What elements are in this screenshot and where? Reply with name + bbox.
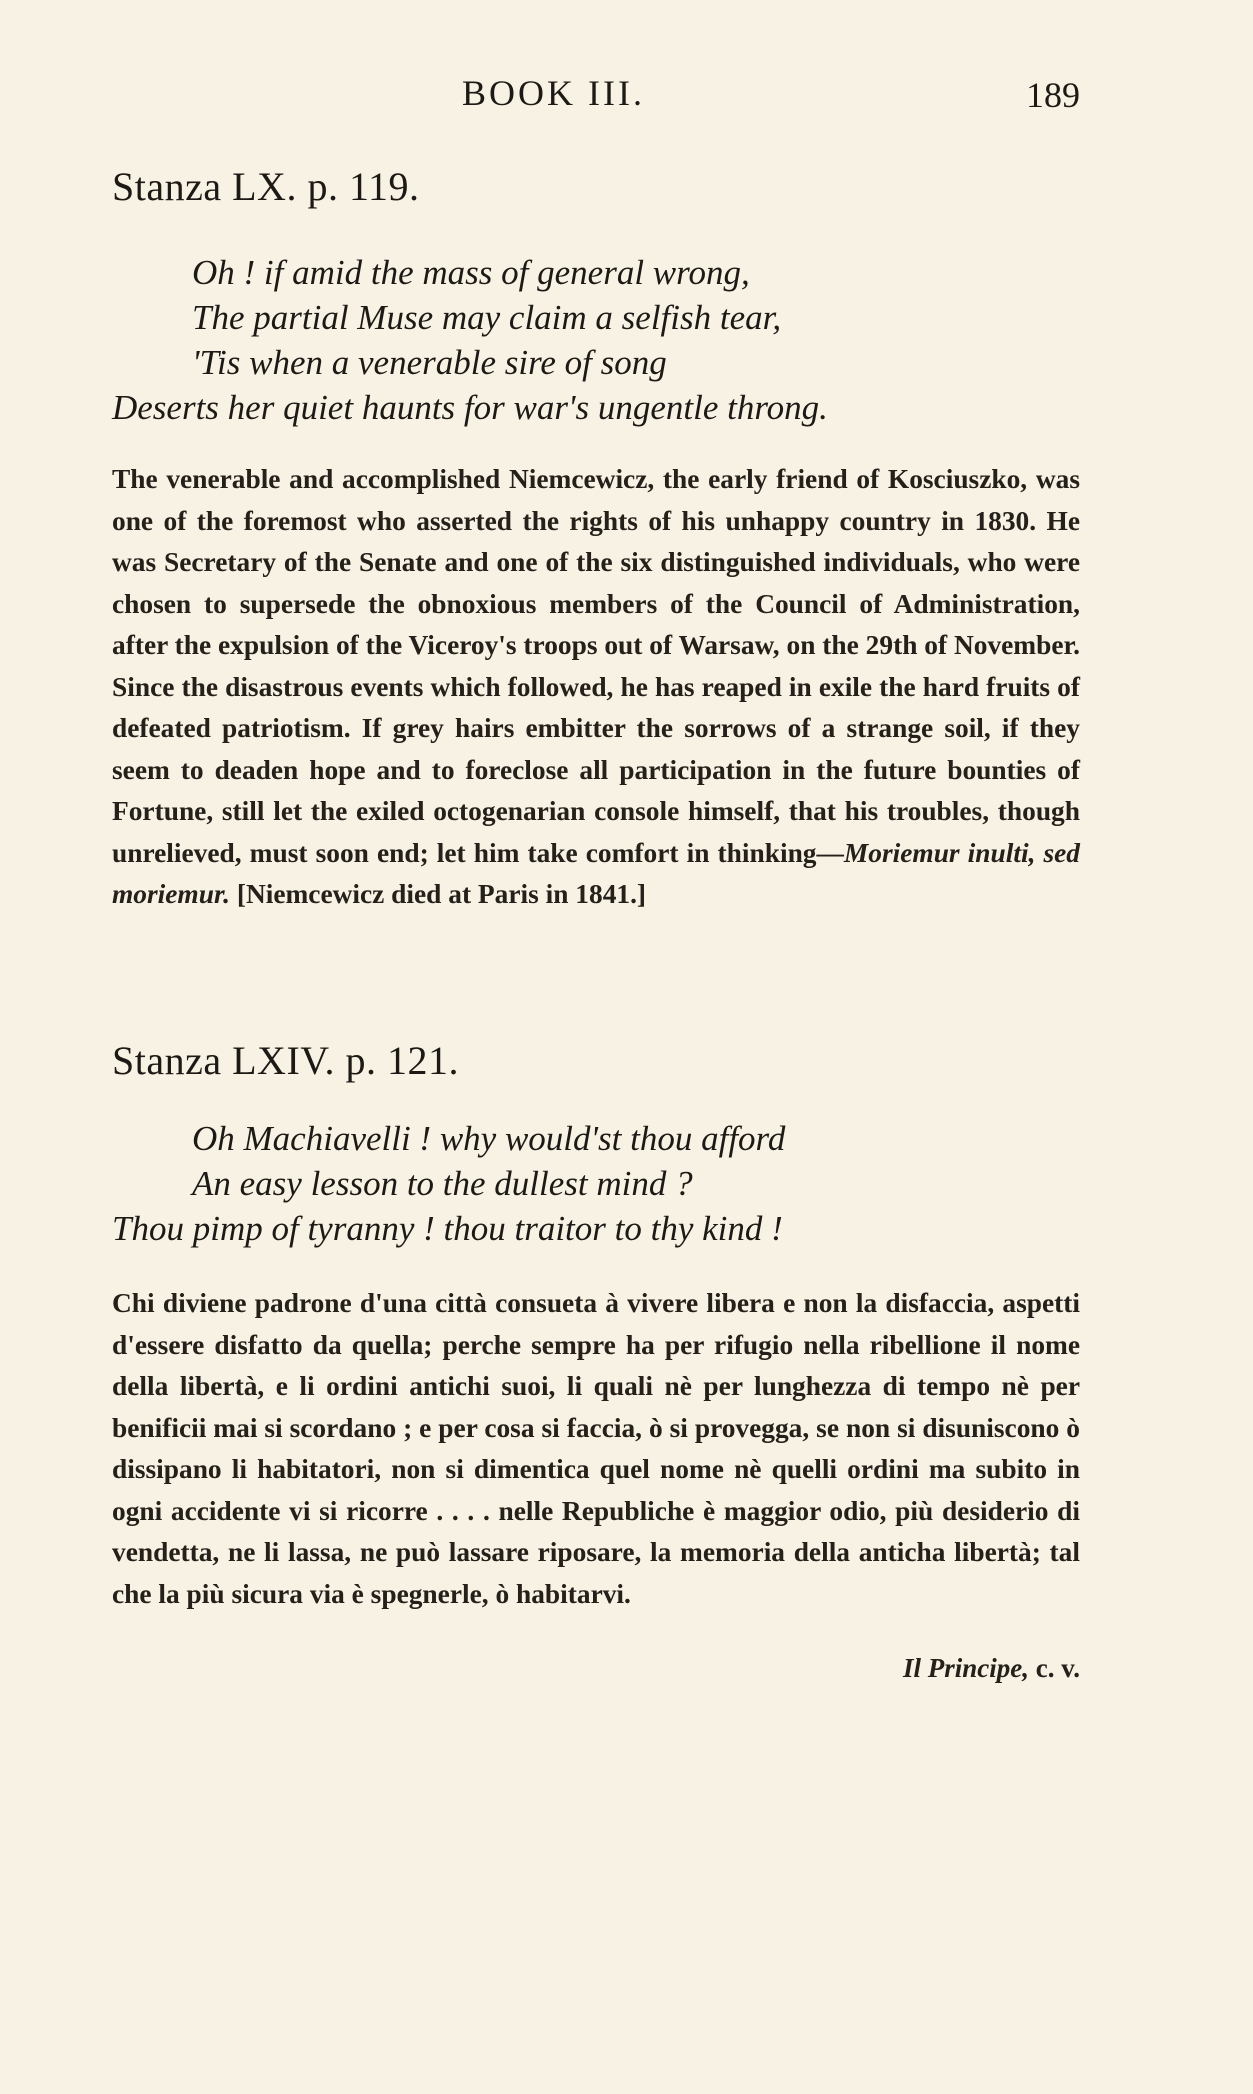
citation-chapter: c. v. bbox=[1029, 1653, 1080, 1683]
verse-line: Oh ! if amid the mass of general wrong, bbox=[192, 253, 750, 292]
editorial-note: [Niemcewicz died at Paris in 1841.] bbox=[229, 879, 647, 909]
running-head bbox=[0, 72, 1080, 132]
citation bbox=[903, 1653, 1080, 1684]
quotation-machiavelli bbox=[112, 1283, 1080, 1615]
latin-quotation: Moriemur inulti, sed moriemur. bbox=[112, 837, 1081, 909]
citation-title: Il Principe, bbox=[903, 1653, 1029, 1683]
verse-line: Deserts her quiet haunts for war's ungentle throng. bbox=[112, 388, 828, 427]
verse-stanza-lx bbox=[112, 250, 1072, 430]
page-number: 189 bbox=[1026, 75, 1080, 115]
verse-line: An easy lesson to the dullest mind ? bbox=[192, 1164, 693, 1203]
verse-stanza-lxiv bbox=[112, 1116, 1072, 1251]
verse-line: Oh Machiavelli ! why would'st thou afford bbox=[192, 1119, 786, 1158]
commentary-niemcewicz bbox=[112, 459, 1080, 916]
stanza-heading-lxiv: Stanza LXIV. p. 121. bbox=[112, 1038, 459, 1083]
commentary-paragraph bbox=[112, 459, 1080, 916]
commentary-main-text: The venerable and accomplished Niemcewicz, the early friend of Kosciuszko, was one of the foremost who asserted the rights of his unhappy country in 1830. He was Secretary of the Senate and one of the six distinguished individuals, who were chosen to supersede the obnoxious members of the Council of Administration, after the expulsion of the Viceroy's troops out of Warsaw, on the 29th of November. Since the disastrous events which followed, he has reaped in exile the hard fruits of defeated patriotism. If grey hairs embitter the sorrows of a strange soil, if they seem to deaden hope and to foreclose all participation in the future bounties of Fortune, still let the exiled octogenarian console himself, that his troubles, though unrelieved, must soon end; let him take comfort in thinking— bbox=[112, 464, 1080, 868]
running-title: BOOK III. bbox=[462, 73, 645, 113]
verse-line: 'Tis when a venerable sire of song bbox=[192, 343, 667, 382]
verse-line: Thou pimp of tyranny ! thou traitor to thy kind ! bbox=[112, 1209, 783, 1248]
stanza-heading-lx: Stanza LX. p. 119. bbox=[112, 164, 420, 209]
verse-line: The partial Muse may claim a selfish tear, bbox=[192, 298, 782, 337]
quotation-paragraph: Chi diviene padrone d'una città consueta à vivere libera e non la disfaccia, aspetti d'essere disfatto da quella; perche sempre ha per rifugio nella ribellione il nome della libertà, e li ordini antichi suoi, li quali nè per lunghezza di tempo nè per benificii mai si scordano ; e per cosa si faccia, ò si provegga, se non si disuniscono ò dissipano li habitatori, non si dimentica quel nome nè quelli ordini ma subito in ogni accidente vi si ricorre . . . . nelle Republiche è maggior odio, più desiderio di vendetta, ne li lassa, ne può lassare riposare, la memoria della anticha libertà; tal che la più sicura via è spegnerle, ò habitarvi. bbox=[112, 1288, 1080, 1609]
